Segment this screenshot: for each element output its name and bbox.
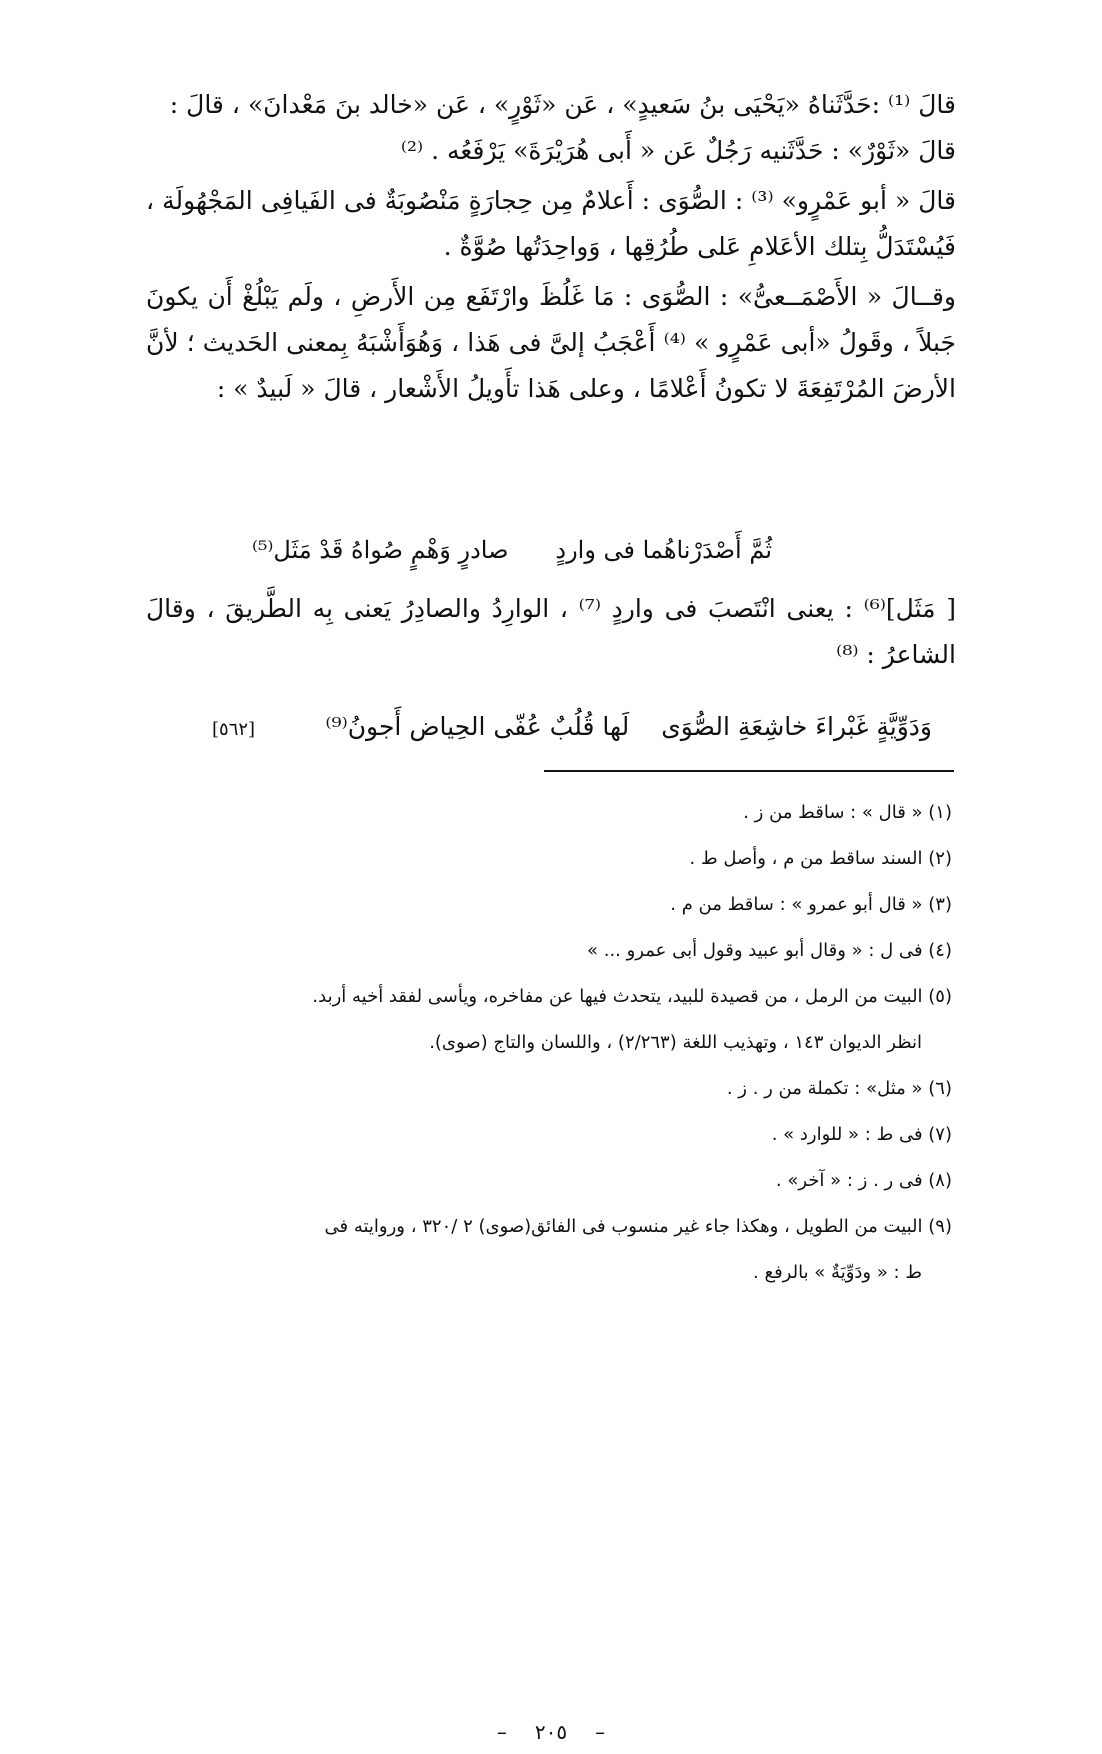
verse-shaer: [212, 712, 932, 741]
verse-first-hemistich: وَدَوِّيَّةٍ غَبْراءَ خاشِعَةِ الصُّوَى: [661, 712, 932, 741]
footnote-5-text: (٥) البيت من الرمل ، من قصيدة للبيد، يتحدث فيها عن مفاخره، ويأسى لفقد أخيه أربد.: [312, 986, 952, 1007]
footnote-9: [145, 1204, 952, 1296]
main-text-continued: [146, 586, 956, 682]
footnote-9-text: (٩) البيت من الطويل ، وهكذا جاء غير منسوب فى الفائق(صوى) ٢ /٣٢٠ ، وروايته فى: [324, 1216, 952, 1237]
verse-second-hemistich: لَها قُلُبٌ عُفّى الحِياض أَجونُ⁽⁹⁾: [325, 712, 630, 741]
page-number: [0, 1720, 1102, 1744]
footnote-5: [145, 974, 952, 1066]
footnote-1: (١) « قال » : ساقط من ز .: [743, 802, 952, 823]
paragraph-2: قالَ « أبو عَمْرٍو» ⁽³⁾ : الصُّوَى : أَعلامٌ مِن حِجارَةٍ مَنْصُوبَةٌ فى الفَيافِى المَجْهُولَة ، فَيُسْتَدَلُّ بِتلك الأعَلامِ عَلى طُرُقِها ، وَواحِدَتُها صُوَّةٌ .: [146, 186, 956, 261]
footnote-8: (٨) فى ر . ز : « آخر» .: [775, 1170, 952, 1191]
paragraph-3: وقــالَ « الأَصْمَــعىُّ» : الصُّوَى : مَا غَلُظَ وارْتَفَع مِن الأَرضِ ، ولَم يَبْلُغْ أَن يكونَ جَبلاً ، وقَولُ «أبى عَمْرٍو » ⁽⁴⁾ أَعْجَبُ إلىَّ فى هَذا ، وَهُوَأَشْبَهُ بِمعنى الحَديث ؛ لأنَّ الأرضَ المُرْتَفِعَةَ لا تكونُ أَعْلامًا ، وعلى هَذا تأَويلُ الأَشْعار ، قالَ « لَبيدٌ » :: [146, 282, 956, 403]
footnotes: [145, 790, 952, 1296]
page-number-dash: –: [595, 1720, 606, 1744]
paragraph-1-line-1: قالَ ⁽¹⁾ :حَدَّثَناهُ «يَحْيَى بنُ سَعيدٍ» ، عَن «ثَوْرٍ» ، عَن «خالد بنَ مَعْدانَ» ، قالَ :: [169, 90, 956, 119]
footnote-3: (٣) « قال أبو عمرو » : ساقط من م .: [670, 894, 952, 915]
main-text: [146, 82, 956, 416]
footnote-2: (٢) السند ساقط من م ، وأصل ط .: [689, 848, 952, 869]
footnote-7: (٧) فى ط : « للوارد » .: [771, 1124, 952, 1145]
verse-number: [٥٦٢]: [212, 719, 256, 740]
paragraph-1-line-2: قالَ «ثَوْرٌ» : حَدَّثَنيه رَجُلٌ عَن « أَبى هُرَيْرَةَ» يَرْفَعُه . ⁽²⁾: [400, 136, 956, 165]
verse-first-hemistich: ثُمَّ أَصْدَرْناهُما فى واردٍ: [555, 536, 772, 564]
page-number-value: ٢٠٥: [534, 1720, 568, 1744]
verse-second-hemistich: صادرٍ وَهْمٍ صُواهُ قَدْ مَثَل⁽⁵⁾: [252, 536, 509, 564]
footnote-5-continuation: انظر الديوان ١٤٣ ، وتهذيب اللغة (٢/٢٦٣) ، واللسان والتاج (صوى).: [429, 1032, 922, 1053]
footnote-4: (٤) فى ل : « وقال أبو عبيد وقول أبى عمرو ... »: [586, 940, 952, 961]
footnote-divider: [544, 770, 954, 772]
paragraph-4: [ مَثَل]⁽⁶⁾ : يعنى انْتَصبَ فى واردٍ ⁽⁷⁾ ، الوارِدُ والصادِرُ يَعنى بِه الطَّريقَ ، وقالَ الشاعرُ : ⁽⁸⁾: [146, 594, 956, 669]
footnote-6: (٦) « مثل» : تكملة من ر . ز .: [726, 1078, 952, 1099]
verse-lubayd: [252, 536, 772, 564]
footnote-9-continuation: ط : « ودَوِّيَةٌ » بالرفع .: [753, 1262, 922, 1283]
page-number-dash: –: [496, 1720, 507, 1744]
